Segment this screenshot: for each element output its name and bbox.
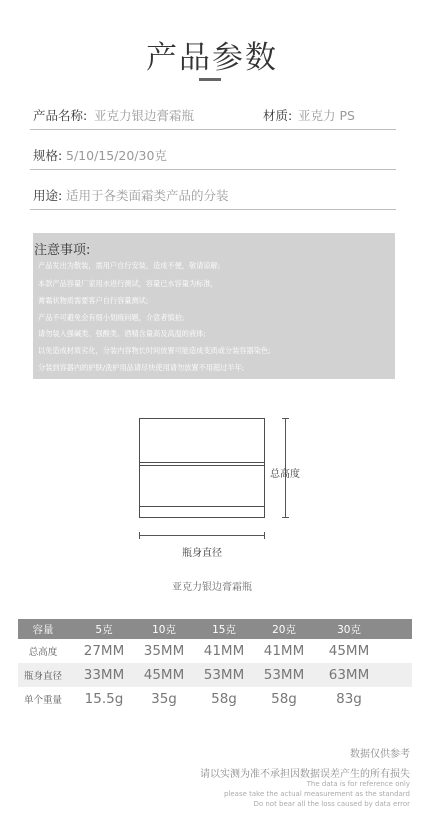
lid-line	[139, 465, 265, 466]
disclaimer-english-line: Do not bear all the loss caused by data error	[253, 800, 410, 808]
row-label: 瓶身直径	[23, 671, 62, 682]
table-cell: 53MM	[263, 667, 305, 683]
dimension-tick	[282, 418, 289, 419]
table-cell: 15.5g	[84, 691, 124, 707]
page-title: 产品参数	[146, 40, 278, 76]
spec-table	[18, 619, 412, 711]
use-label: 用途:	[33, 188, 63, 203]
product-name-value: 亚克力银边膏霜瓶	[94, 108, 195, 123]
dimension-tick	[139, 532, 140, 539]
size-label: 规格:	[33, 148, 63, 163]
column-header: 30克	[337, 623, 361, 636]
table-cell: 45MM	[143, 667, 185, 683]
note-item: • 分装到容器内的护肤/洗护用品请尽快使用请勿放置不用超过半年;	[38, 363, 244, 373]
diagram-caption: 亚克力银边膏霜瓶	[172, 582, 252, 593]
dimension-tick	[264, 532, 265, 539]
diameter-dimension-line	[139, 535, 265, 536]
table-row	[18, 639, 412, 663]
material-value: 亚克力 PS	[298, 108, 355, 123]
divider	[30, 169, 396, 170]
disclaimer-english-line: The data is for reference only	[306, 780, 410, 788]
material-label: 材质:	[263, 108, 293, 123]
table-cell: 41MM	[203, 643, 245, 659]
divider	[30, 209, 396, 210]
table-cell: 33MM	[83, 667, 125, 683]
row-label: 单个重量	[23, 695, 62, 706]
table-cell: 41MM	[263, 643, 305, 659]
lid-line	[139, 462, 265, 463]
note-item: • 本款产品容量厂家用水进行测试，容量已水容量为标准，	[38, 279, 218, 289]
bottle-outline	[139, 418, 265, 518]
table-cell: 53MM	[203, 667, 245, 683]
note-item: • 产品发出为散装，需用户自行安装，造成不便，敬请谅解;	[38, 261, 220, 271]
product-name-label: 产品名称:	[33, 108, 88, 123]
table-cell: 45MM	[328, 643, 370, 659]
title-underline	[199, 78, 221, 81]
disclaimer-english	[224, 779, 410, 809]
height-label: 总高度	[270, 469, 300, 480]
table-cell: 27MM	[83, 643, 125, 659]
disclaimer-title: 数据仅供参考	[350, 749, 410, 760]
table-cell: 63MM	[328, 667, 370, 683]
note-item: • 请勿装入强碱类、强酸类、酒精含量高及高温的液体;	[38, 329, 206, 339]
row-label: 总高度	[28, 647, 58, 658]
note-item: • 产品不可避免会有细小划痕问题，介意者慎拍;	[38, 313, 184, 323]
note-item: • 以免造成材质劣化，分装内容物长时间放置可能造成变质或分装容器染色;	[38, 346, 270, 356]
disclaimer-english-line: please take the actual measurement as the standard	[223, 790, 410, 798]
column-header: 5克	[95, 623, 113, 636]
table-cell: 58g	[211, 691, 237, 707]
base-line	[139, 506, 265, 507]
table-cell: 35MM	[143, 643, 185, 659]
table-cell: 35g	[151, 691, 177, 707]
use-value: 适用于各类面霜类产品的分装	[66, 188, 229, 203]
table-cell: 58g	[271, 691, 297, 707]
column-header: 容量	[32, 623, 54, 636]
dimension-tick	[282, 517, 289, 518]
table-row	[18, 663, 412, 687]
table-header	[18, 619, 412, 639]
column-header: 20克	[272, 623, 296, 636]
column-header: 10克	[152, 623, 176, 636]
table-row	[18, 687, 412, 711]
note-item: • 膏霜状物质需要客户自行容量测试;	[38, 296, 148, 306]
size-value: 5/10/15/20/30克	[66, 148, 167, 163]
table-cell: 83g	[336, 691, 362, 707]
notes-title: 注意事项:	[34, 243, 91, 258]
diameter-label: 瓶身直径	[182, 548, 222, 559]
disclaimer-text: 请以实测为准不承担因数据误差产生的所有损失	[200, 769, 410, 780]
divider	[30, 129, 396, 130]
column-header: 15克	[212, 623, 236, 636]
